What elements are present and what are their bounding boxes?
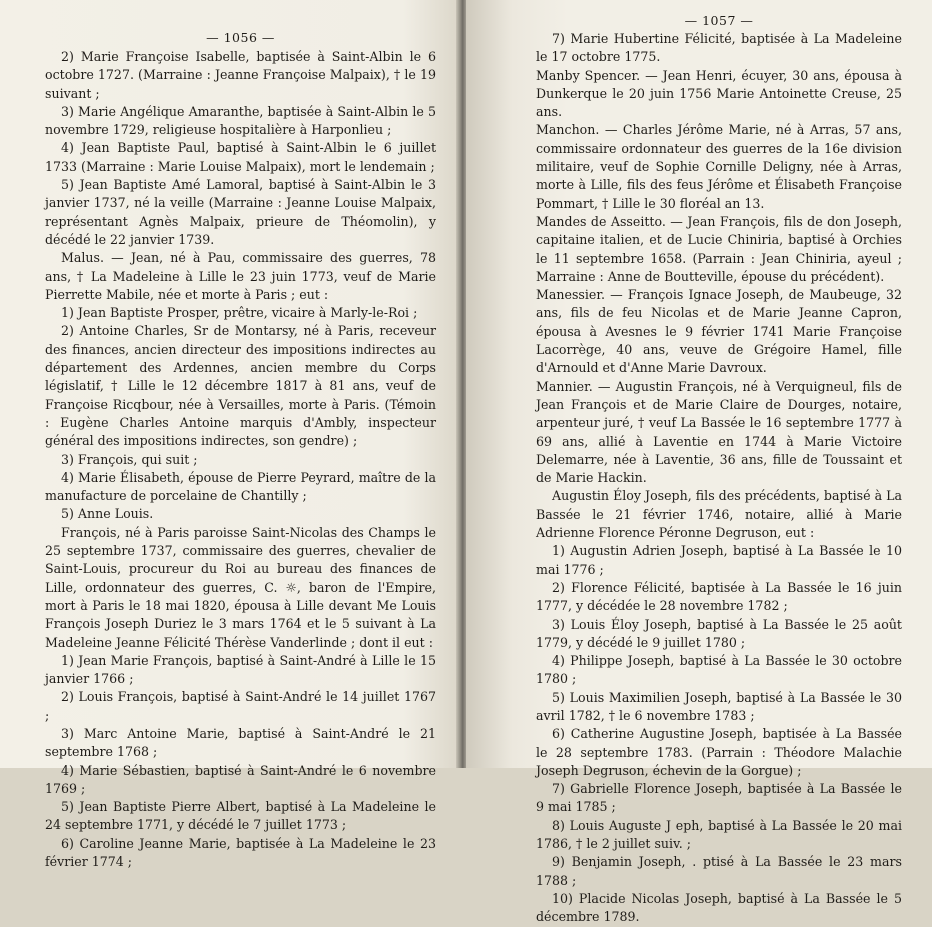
- paragraph: 1) Augustin Adrien Joseph, baptisé à La Bassée le 10 mai 1776 ;: [536, 543, 902, 577]
- entry-mandes-de-asseitto: Mandes de Asseitto. — Jean François, fils de don Joseph, capitaine italien, et de Lucie Chiniria, baptisé à Orchies le 11 septembre 1658. (Parrain : Jean Chiniria, ayeul ; Marraine : Anne de Boutteville, épouse du précédent).: [536, 213, 902, 284]
- entry-manessier: Manessier. — François Ignace Joseph, de Maubeuge, 32 ans, fils de feu Nicolas et de Marie Jeanne Capron, épousa à Avesnes le 9 février 1741 Marie Françoise Lacorrège, 40 ans, veuve de Grégoire Hamel, fille d'Arnould et d'Anne Marie Davroux.: [536, 287, 902, 376]
- paragraph: 3) Louis Éloy Joseph, baptisé à La Bassée le 25 août 1779, y décédé le 9 juillet 1780 ;: [536, 616, 902, 650]
- page-text: [536, 30, 902, 927]
- paragraph: 2) Marie Françoise Isabelle, baptisée à Saint-Albin le 6 octobre 1727. (Marraine : Jeanne Françoise Malpaix), † le 19 suivant ;: [45, 49, 436, 101]
- paragraph: François, né à Paris paroisse Saint-Nicolas des Champs le 25 septembre 1737, commissaire des guerres, chevalier de Saint-Louis, procureur du Roi au bureau des finances de Lille, ordonnateur des guerres, C. ☼, baron de l'Empire, mort à Paris le 18 mai 1820, épousa à Lille devant Me Louis François Joseph Duriez le 3 mars 1764 et le 5 suivant à La Madeleine Jeanne Félicité Thérèse Vanderlinde ; dont il eut :: [45, 524, 436, 650]
- paragraph: 5) Jean Baptiste Pierre Albert, baptisé à La Madeleine le 24 septembre 1771, y décédé le 7 juillet 1773 ;: [45, 799, 436, 833]
- paragraph: 4) Marie Élisabeth, épouse de Pierre Peyrard, maître de la manufacture de porcelaine de Chantilly ;: [45, 469, 436, 504]
- paragraph: 1) Jean Baptiste Prosper, prêtre, vicaire à Marly-le-Roi ;: [61, 305, 418, 321]
- paragraph: 3) Marc Antoine Marie, baptisé à Saint-André le 21 septembre 1768 ;: [45, 725, 436, 760]
- paragraph: 4) Marie Sébastien, baptisé à Saint-André le 6 novembre 1769 ;: [45, 762, 436, 796]
- paragraph: 4) Jean Baptiste Paul, baptisé à Saint-Albin le 6 juillet 1733 (Marraine : Marie Louise Malpaix), mort le lendemain ;: [45, 140, 436, 174]
- page-number: — 1056 —: [206, 30, 275, 45]
- paragraph: 7) Marie Hubertine Félicité, baptisée à La Madeleine le 17 octobre 1775.: [536, 31, 902, 65]
- entry-manchon: Manchon. — Charles Jérôme Marie, né à Arras, 57 ans, commissaire ordonnateur des guerres de la 16e division militaire, veuf de Sophie Cornille Deligny, née à Arras, morte à Lille, fils des feus Jérôme et Élisabeth Françoise Pommart, † Lille le 30 floréal an 13.: [536, 122, 902, 211]
- paragraph: 6) Catherine Augustine Joseph, baptisée à La Bassée le 28 septembre 1783. (Parrain : Théodore Malachie Joseph Degruson, échevin de la Gorgue) ;: [536, 726, 902, 778]
- paragraph: 3) François, qui suit ;: [61, 451, 198, 467]
- paragraph: Augustin Éloy Joseph, fils des précédents, baptisé à La Bassée le 21 février 1746, notaire, allié à Marie Adrienne Florence Péronne Degruson, eut :: [536, 488, 902, 541]
- paragraph: 3) Marie Angélique Amaranthe, baptisée à Saint-Albin le 5 novembre 1729, religieuse hospitalière à Harponlieu ;: [45, 103, 436, 138]
- paragraph: 2) Florence Félicité, baptisée à La Bassée le 16 juin 1777, y décédée le 28 novembre 1782 ;: [536, 579, 902, 614]
- paragraph: 9) Benjamin Joseph, . ptisé à La Bassée le 23 mars 1788 ;: [536, 854, 902, 888]
- page-text: [45, 48, 436, 871]
- paragraph: 5) Louis Maximilien Joseph, baptisé à La Bassée le 30 avril 1782, † le 6 novembre 1783 ;: [536, 689, 902, 723]
- left-page: [0, 0, 458, 870]
- paragraph: 5) Jean Baptiste Amé Lamoral, baptisé à Saint-Albin le 3 janvier 1737, né la veille (Marraine : Jeanne Louise Malpaix, représentant Agnès Malpaix, prieure de Théomolin), y décédé le 22 janvier 1739.: [45, 177, 436, 247]
- paragraph: 5) Anne Louis.: [61, 506, 154, 522]
- paragraph: 1) Jean Marie François, baptisé à Saint-André à Lille le 15 janvier 1766 ;: [45, 652, 436, 687]
- entry-mannier: Mannier. — Augustin François, né à Verquigneul, fils de Jean François et de Marie Claire de Dourges, notaire, arpenteur juré, † veuf La Bassée le 16 septembre 1777 à 69 ans, allié à Laventie en 1744 à Marie Victoire Delemarre, née à Laventie, 36 ans, fille de Toussaint et de Marie Hackin.: [536, 378, 902, 486]
- paragraph: 7) Gabrielle Florence Joseph, baptisée à La Bassée le 9 mai 1785 ;: [536, 781, 902, 815]
- entry-manby-spencer: Manby Spencer. — Jean Henri, écuyer, 30 ans, épousa à Dunkerque le 20 juin 1756 Marie Antoinette Creuse, 25 ans.: [536, 67, 902, 120]
- page-number: — 1057 —: [684, 13, 754, 28]
- paragraph: 2) Antoine Charles, Sr de Montarsy, né à Paris, receveur des finances, ancien directeur des impositions indirectes au département des Ardennes, ancien membre du Corps législatif, † Lille le 12 décembre 1817 à 81 ans, veuf de Françoise Ricqbour, née à Versailles, morte à Paris. (Témoin : Eugène Charles Antoine marquis d'Ambly, inspecteur général des impositions indirectes, son gendre) ;: [45, 323, 436, 449]
- paragraph: 2) Louis François, baptisé à Saint-André le 14 juillet 1767 ;: [45, 689, 436, 723]
- entry-malus: Malus. — Jean, né à Pau, commissaire des guerres, 78 ans, † La Madeleine à Lille le 23 juin 1773, veuf de Marie Pierrette Mabile, née et morte à Paris ; eut :: [45, 250, 436, 302]
- paragraph: 6) Caroline Jeanne Marie, baptisée à La Madeleine le 23 février 1774 ;: [45, 835, 436, 870]
- right-page: [466, 0, 932, 925]
- paragraph: 8) Louis Auguste J eph, baptisé à La Bassée le 20 mai 1786, † le 2 juillet suiv. ;: [536, 817, 902, 852]
- paragraph: 10) Placide Nicolas Joseph, baptisé à La Bassée le 5 décembre 1789.: [536, 890, 902, 925]
- paragraph: 4) Philippe Joseph, baptisé à La Bassée le 30 octobre 1780 ;: [536, 653, 902, 687]
